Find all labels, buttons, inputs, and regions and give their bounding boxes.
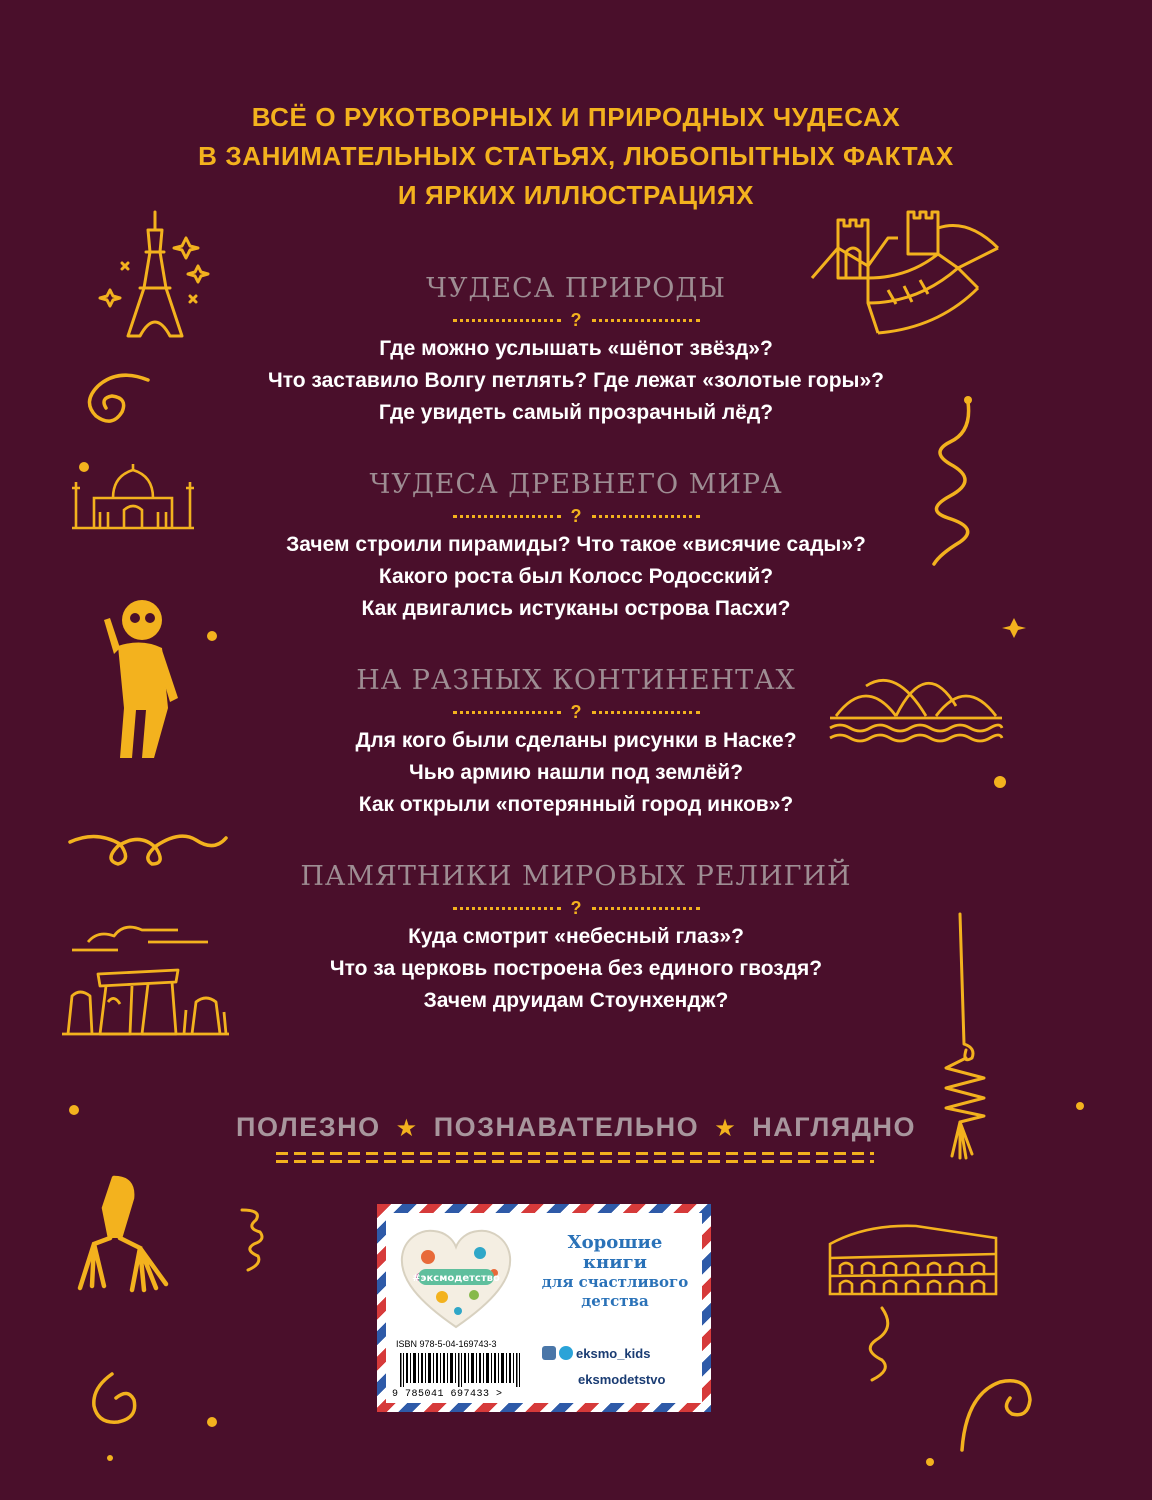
eiffel-tower-icon xyxy=(98,208,218,343)
swirl-decoration-icon xyxy=(78,372,158,432)
section-title: ЧУДЕСА ПРИРОДЫ xyxy=(426,273,726,304)
headline-line-1: ВСЁ О РУКОТВОРНЫХ И ПРИРОДНЫХ ЧУДЕСАХ xyxy=(251,102,901,132)
curl-decoration-icon xyxy=(956,1364,1046,1454)
stonehenge-icon xyxy=(58,912,233,1037)
dashed-line xyxy=(276,1152,874,1155)
social-handle[interactable]: eksmodetstvo xyxy=(578,1371,666,1387)
slogan-word-1: ПОЛЕЗНО xyxy=(236,1112,381,1142)
question: Куда смотрит «небесный глаз»? xyxy=(408,925,744,948)
question: Как открыли «потерянный город инков»? xyxy=(358,793,794,816)
slogan-word-2: ПОЗНАВАТЕЛЬНО xyxy=(433,1112,700,1142)
tagline-line: для счастливого xyxy=(541,1273,689,1291)
loops-decoration-icon xyxy=(66,820,236,880)
small-squiggle-icon xyxy=(852,1304,902,1384)
vk-icon xyxy=(542,1346,556,1360)
section-title: ЧУДЕСА ДРЕВНЕГО МИРА xyxy=(369,469,783,500)
section-divider: ? xyxy=(0,699,1152,725)
question: Чью армию нашли под землёй? xyxy=(408,761,744,784)
section-divider: ? xyxy=(0,503,1152,529)
dashed-line xyxy=(276,1160,874,1163)
social-links xyxy=(542,1343,665,1389)
star-icon: ★ xyxy=(714,1115,738,1142)
question: Зачем друидам Стоунхендж? xyxy=(423,989,729,1012)
star-icon: ★ xyxy=(395,1115,419,1142)
nazca-hummingbird-line-icon xyxy=(936,908,996,1168)
headline-line-2: В ЗАНИМАТЕЛЬНЫХ СТАТЬЯХ, ЛЮБОПЫТНЫХ ФАКТАХ xyxy=(198,141,954,171)
isbn-label: ISBN 978-5-04-169743-3 xyxy=(396,1339,497,1349)
tagline-line: детства xyxy=(581,1292,649,1310)
slogan-word-3: НАГЛЯДНО xyxy=(752,1112,916,1142)
colosseum-icon xyxy=(826,1214,1001,1299)
airmail-sticker xyxy=(377,1204,711,1412)
nazca-figure-icon xyxy=(98,598,188,763)
section-divider: ? xyxy=(0,307,1152,333)
section-title: ПАМЯТНИКИ МИРОВЫХ РЕЛИГИЙ xyxy=(300,861,852,892)
barcode-digits: 9 785041 697433 > xyxy=(392,1389,503,1400)
hashtag-text: #эксмодетство xyxy=(412,1273,500,1284)
sticker-inner xyxy=(386,1213,702,1403)
section-divider: ? xyxy=(0,895,1152,921)
spring-decoration-icon xyxy=(232,1206,272,1276)
social-handle[interactable]: eksmo_kids xyxy=(576,1345,651,1361)
sydney-opera-house-icon xyxy=(826,656,1006,746)
squiggle-decoration-icon xyxy=(920,392,1010,572)
curl-decoration-icon xyxy=(86,1370,156,1430)
headline xyxy=(0,98,1152,215)
nazca-hands-icon xyxy=(70,1168,180,1298)
sticker-tagline xyxy=(530,1233,700,1311)
question: Зачем строили пирамиды? Что такое «висячие сады»? xyxy=(286,533,866,556)
question: Как двигались истуканы острова Пасхи? xyxy=(361,597,791,620)
headline-line-3: И ЯРКИХ ИЛЛЮСТРАЦИЯХ xyxy=(397,180,755,210)
telegram-icon xyxy=(559,1346,573,1360)
tagline-line: Хорошие xyxy=(567,1232,663,1253)
question: Где можно услышать «шёпот звёзд»? xyxy=(379,337,773,360)
question: Для кого были сделаны рисунки в Наске? xyxy=(355,729,797,752)
question: Где увидеть самый прозрачный лёд? xyxy=(378,401,774,424)
question: Что заставило Волгу петлять? Где лежат «золотые горы»? xyxy=(268,369,884,392)
great-wall-icon xyxy=(808,208,1008,343)
tagline-line: книги xyxy=(583,1252,647,1273)
question: Какого роста был Колосс Родосский? xyxy=(378,565,774,588)
heart-logo-icon xyxy=(398,1227,514,1331)
barcode xyxy=(400,1353,525,1387)
taj-mahal-icon xyxy=(68,462,198,532)
section-title: НА РАЗНЫХ КОНТИНЕНТАХ xyxy=(356,665,796,696)
question: Что за церковь построена без единого гвоздя? xyxy=(329,957,823,980)
